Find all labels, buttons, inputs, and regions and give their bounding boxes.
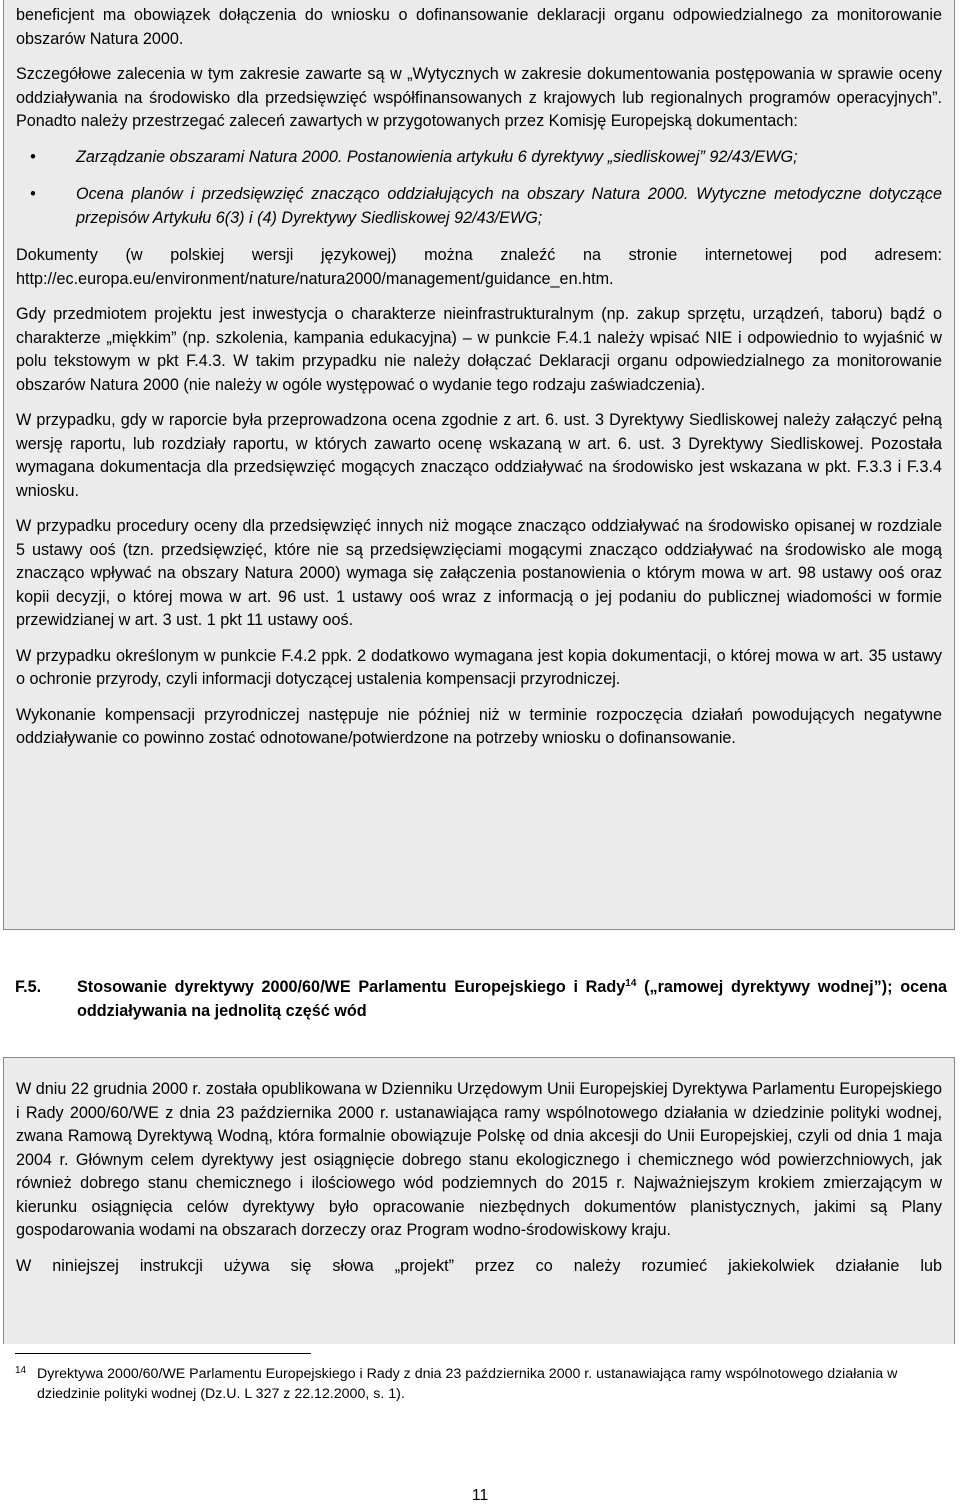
section-title-text: Stosowanie dyrektywy 2000/60/WE Parlamentu Europejskiego i Rady bbox=[77, 978, 626, 996]
paragraph-report: W przypadku, gdy w raporcie była przeprowadzona ocena zgodnie z art. 6. ust. 3 Dyrektywy Siedliskowej należy załączyć pełną wersję raportu, lub rozdziały raportu, w których zawarto ocenę wskazaną w art. 6. ust. 3 Dyrektywy Siedliskowej. Pozostała wymagana dokumentacja dla przedsięwzięć mogących znacząco oddziaływać na środowisko jest wskazana w pkt. F.3.3 i F.3.4 wniosku. bbox=[16, 411, 942, 500]
info-box-water-directive bbox=[3, 1057, 955, 1344]
footnote-text: Dyrektywa 2000/60/WE Parlamentu Europejskiego i Rady z dnia 23 października 2000 r. ustanawiająca ramy wspólnotowego działania w dziedzinie polityki wodnej (Dz.U. L 327 z 22.12.2000, s. 1). bbox=[37, 1366, 898, 1402]
footnote-divider bbox=[15, 1353, 311, 1354]
footnote-reference[interactable]: 14 bbox=[625, 978, 637, 989]
section-number: F.5. bbox=[15, 978, 42, 996]
section-title bbox=[77, 976, 947, 1023]
page-number: 11 bbox=[471, 1487, 489, 1504]
section-title-text-rest: („ramowej dyrektywy wodnej”); ocena oddziaływania na jednolitą część wód bbox=[77, 978, 947, 1020]
paragraph-procedure: W przypadku procedury oceny dla przedsięwzięć innych niż mogące znacząco oddziaływać na środowisko opisanej w rozdziale 5 ustawy ooś (tzn. przedsięwzięć, które nie są przedsięwzięciami mogącymi znacząco oddziaływać na środowisko ale mogą znacząco wpływać na obszary Natura 2000) wymaga się załączenia postanowienia o którym mowa w art. 98 ustawy ooś oraz kopii decyzji, o której mowa w art. 96 ust. 1 ustawy ooś wraz z informacją o jej podaniu do publicznej wiadomości w formie przewidzianej w art. 3 ust. 1 pkt 11 ustawy ooś. bbox=[16, 517, 942, 629]
list-item: • Ocena planów i przedsięwzięć znacząco oddziałujących na obszary Natura 2000. Wytyczne metodyczne dotyczące przepisów Artykułu 6(3) i (4) Dyrektywy Siedliskowej 92/43/EWG; bbox=[76, 183, 942, 230]
paragraph-project-definition: W niniejszej instrukcji używa się słowa „projekt” przez co należy rozumieć jakiekolwiek działanie lub bbox=[16, 1256, 942, 1275]
paragraph-compensation-timing: Wykonanie kompensacji przyrodniczej następuje nie później niż w terminie rozpoczęcia działań powodujących negatywne oddziaływanie co powinno zostać odnotowane/potwierdzone na potrzeby wniosku o dofinansowanie. bbox=[16, 705, 942, 747]
paragraph-directive: W dniu 22 grudnia 2000 r. została opublikowana w Dzienniku Urzędowym Unii Europejskiej Dyrektywa Parlamentu Europejskiego i Rady 2000/60/WE z dnia 23 października 2000 r. ustanawiająca ramy wspólnotowego działania w dziedzinie polityki wodnej, zwana Ramową Dyrektywą Wodną, która formalnie obowiązuje Polskę od dnia akcesji do Unii Europejskiej, czyli od dnia 1 maja 2004 r. Głównym celem dyrektywy jest osiągnięcie dobrego stanu ekologicznego i chemicznego wód powierzchniowych, jak również dobrego stanu chemicznego i ilościowego wód podziemnych do 2015 r. Najważniejszym krokiem zmierzającym w kierunku osiągnięcia celów dyrektywy było opracowanie niezbędnych dokumentów planistycznych, jakimi są Plany gospodarowania wodami na obszarach dorzeczy oraz Program wodno-środowiskowy kraju. bbox=[16, 1080, 942, 1239]
paragraph-guidelines: Szczegółowe zalecenia w tym zakresie zawarte są w „Wytycznych w zakresie dokumentowania postępowania w sprawie oceny oddziaływania na środowisko dla przedsięwzięć współfinansowanych z krajowych lub regionalnych programów operacyjnych”. Ponadto należy przestrzegać zaleceń zawartych w przygotowanych przez Komisję Europejską dokumentach: bbox=[16, 65, 942, 130]
paragraph-intro: beneficjent ma obowiązek dołączenia do wniosku o dofinansowanie deklaracji organu odpowiedzialnego za monitorowanie obszarów Natura 2000. bbox=[16, 6, 942, 48]
paragraph-documents-url: Dokumenty (w polskiej wersji językowej) można znaleźć na stronie internetowej pod adresem: http://ec.europa.eu/environment/nature/natura2000/management/guidance_en.htm. bbox=[16, 246, 942, 288]
info-box-natura2000 bbox=[3, 0, 955, 930]
footnote-number: 14 bbox=[15, 1365, 27, 1376]
list-item: • Zarządzanie obszarami Natura 2000. Postanowienia artykułu 6 dyrektywy „siedliskowej” 92/43/EWG; bbox=[76, 146, 942, 170]
paragraph-compensation-docs: W przypadku określonym w punkcie F.4.2 ppk. 2 dodatkowo wymagana jest kopia dokumentacji, o której mowa w art. 35 ustawy o ochronie przyrody, czyli informacji dotyczącej ustalenia kompensacji przyrodniczej. bbox=[16, 646, 942, 688]
document-list bbox=[16, 146, 942, 231]
paragraph-non-infrastructure: Gdy przedmiotem projektu jest inwestycja o charakterze nieinfrastrukturalnym (np. zakup sprzętu, urządzeń, taboru) bądź o charakterze „miękkim” (np. szkolenia, kampania edukacyjna) – w punkcie F.4.1 należy wpisać NIE i odpowiednio to wyjaśnić w polu tekstowym w pkt F.4.3. W takim przypadku nie należy dołączać Deklaracji organu odpowiedzialnego za monitorowanie obszarów Natura 2000 (nie należy w ogóle występować o wydanie tego rodzaju zaświadczenia). bbox=[16, 305, 942, 394]
footnote bbox=[15, 1364, 945, 1404]
section-heading bbox=[15, 976, 947, 1023]
